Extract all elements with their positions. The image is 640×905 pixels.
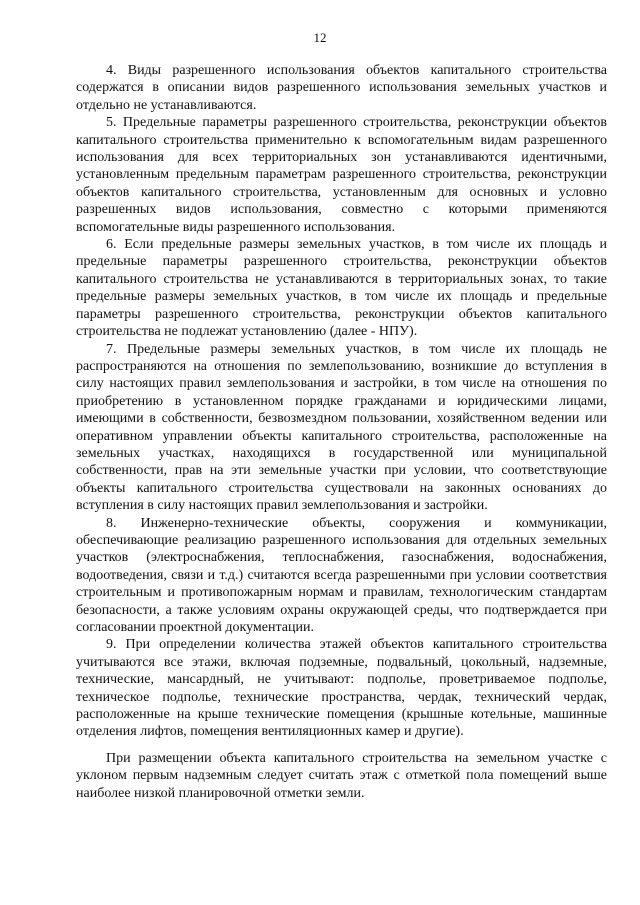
paragraph-item-6: 6. Если предельные размеры земельных участков, в том числе их площадь и предельные параметры разрешенного строительства, реконструкции объектов капитального строительства не устанавливаются в территориальных зонах, то такие предельные размеры земельных участков, в том числе их площадь и предельные параметры разрешенного строительства, реконструкции объектов капитального строительства не подлежат установлению (далее - НПУ). <box>76 237 607 340</box>
paragraph-item-5: 5. Предельные параметры разрешенного строительства, реконструкции объектов капитального строительства применительно к вспомогательным видам разрешенного использования для всех территориальных зон устанавливаются идентичными, установленным предельным параметрам разрешенного строительства, реконструкции объектов капитального строительства, установленным для основных и условно разрешенных видов использования, совместно с которыми применяются вспомогательные виды разрешенного использования. <box>76 115 607 235</box>
paragraph-item-9: 9. При определении количества этажей объектов капитального строительства учитываются все этажи, включая подземные, подвальный, цокольный, надземные, технические, мансардный, не учитывают: подполье, проветриваемое подполье, техническое подполье, технические пространства, чердак, технический чердак, расположенные на крыше технические помещения (крышные котельные, машинные отделения лифтов, помещения вентиляционных камер и другие). <box>76 637 607 740</box>
paragraph-item-4: 4. Виды разрешенного использования объектов капитального строительства содержатся в описании видов разрешенного использования земельных участков и отдельно не устанавливаются. <box>76 63 607 113</box>
page-number: 12 <box>313 30 327 45</box>
paragraph-slope-note: При размещении объекта капитального строительства на земельном участке с уклоном первым надземным следует считать этаж с отметкой пола помещений выше наиболее низкой планировочной отметки земли. <box>76 750 607 801</box>
document-body <box>76 62 607 802</box>
paragraph-item-7: 7. Предельные размеры земельных участков, в том числе их площадь не распространяются на отношения по землепользованию, возникшие до вступления в силу настоящих правил землепользования и застройки, в том числе на отношения по приобретению в установленном порядке гражданами и юридическими лицами, имеющими в собственности, безвозмездном пользовании, хозяйственном ведении или оперативном управлении объекты капитального строительства, расположенные на земельных участках, находящихся в государственной или муниципальной собственности, прав на эти земельные участки при условии, что соответствующие объекты капитального строительства существовали на законных основаниях до вступления в силу настоящих правил землепользования и застройки. <box>76 341 607 514</box>
paragraph-item-8: 8. Инженерно-технические объекты, сооружения и коммуникации, обеспечивающие реализацию разрешенного использования для отдельных земельных участков (электроснабжения, теплоснабжения, газоснабжения, водоснабжения, водоотведения, связи и т.д.) считаются всегда разрешенными при условии соответствия строительным и противопожарным нормам и правилам, технологическим стандартам безопасности, а также условиям охраны окружающей среды, что подтверждается при согласовании проектной документации. <box>76 515 607 635</box>
